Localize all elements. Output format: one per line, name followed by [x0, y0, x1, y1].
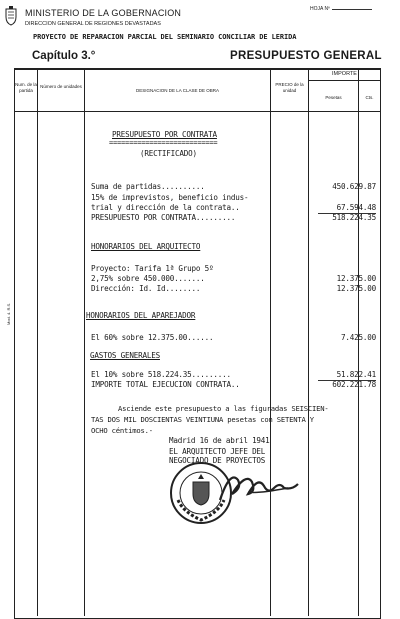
closing-line: OCHO céntimos.-	[91, 426, 153, 435]
line-label: IMPORTE TOTAL EJECUCION CONTRATA..	[91, 380, 240, 389]
capitulo-label: Capítulo 3.°	[32, 50, 96, 62]
column-divider	[84, 68, 85, 616]
document-title: PRESUPUESTO POR CONTRATA	[112, 130, 217, 139]
line-label: Dirección: Id. Id........	[91, 284, 201, 293]
document-date: Madrid 16 de abril 1941	[169, 436, 270, 445]
hoja-label: HOJA Nº	[310, 6, 372, 12]
line-amount: 67.594.48	[336, 203, 376, 212]
line-label: PRESUPUESTO POR CONTRATA.........	[91, 213, 236, 222]
project-title: PROYECTO DE REPARACION PARCIAL DEL SEMINARIO CONCILIAR DE LERIDA	[33, 33, 297, 41]
form-code-margin: Mod. 4. R.S.	[6, 302, 11, 325]
coat-of-arms-icon	[4, 6, 18, 26]
line-amount: 12.375.00	[336, 284, 376, 293]
direccion-general: DIRECCION GENERAL DE REGIONES DEVASTADAS	[25, 21, 161, 27]
title-double-rule: ===========================	[109, 139, 218, 147]
line-label: Suma de partidas..........	[91, 182, 205, 191]
handwritten-signature	[210, 462, 310, 512]
section-heading: HONORARIOS DEL ARQUITECTO	[91, 242, 201, 251]
presupuesto-general-title: PRESUPUESTO GENERAL	[230, 50, 382, 62]
line-label: Proyecto: Tarifa 1ª Grupo 5º	[91, 264, 214, 273]
signature-title: EL ARQUITECTO JEFE DEL	[169, 447, 266, 456]
section-heading: GASTOS GENERALES	[90, 351, 160, 360]
closing-line: TAS DOS MIL DOSCIENTAS VEINTIUNA pesetas con SETENTA Y	[91, 415, 314, 424]
signature-title: NEGOCIADO DE PROYECTOS	[169, 456, 266, 465]
line-amount: 518.224.35	[332, 213, 376, 222]
col-pesetas: Pesetas	[325, 95, 342, 100]
col-designacion: DESIGNACION DE LA CLASE DE OBRA	[135, 88, 220, 93]
line-label: El 60% sobre 12.375.00......	[91, 333, 214, 342]
line-amount: 7.425.00	[341, 333, 376, 342]
col-precio: PRECIO de la unidad	[275, 82, 304, 93]
column-divider	[270, 68, 271, 616]
column-divider	[308, 68, 309, 616]
line-label: trial y dirección de la contrata..	[91, 203, 240, 212]
document-subtitle: (RECTIFICADO)	[140, 149, 197, 158]
line-label: El 10% sobre 518.224.35.........	[91, 370, 231, 379]
line-amount: 12.375.00	[336, 274, 376, 283]
col-numero-unidades: Número de unidades	[40, 84, 82, 89]
line-label: 15% de imprevistos, beneficio indus-	[91, 193, 249, 202]
col-cts: Cts.	[365, 95, 374, 100]
column-divider	[37, 68, 38, 616]
col-num-partida: Num. de la partida	[15, 82, 37, 93]
col-importe: IMPORTE	[332, 71, 357, 77]
line-label: 2,75% sobre 450.000.......	[91, 274, 205, 283]
header-rule	[14, 111, 380, 112]
line-amount: 51.822.41	[336, 370, 376, 379]
line-amount: 450.629.87	[332, 182, 376, 191]
importe-subrule	[308, 80, 380, 81]
column-divider	[358, 68, 359, 616]
ministry-name: MINISTERIO DE LA GOBERNACION	[25, 8, 182, 18]
line-amount: 602.221.78	[332, 380, 376, 389]
closing-line: Asciende este presupuesto a las figuradas SEISCIEN-	[118, 404, 329, 413]
section-heading: HONORARIOS DEL APAREJADOR	[86, 311, 196, 320]
ledger-sheet	[14, 68, 381, 619]
